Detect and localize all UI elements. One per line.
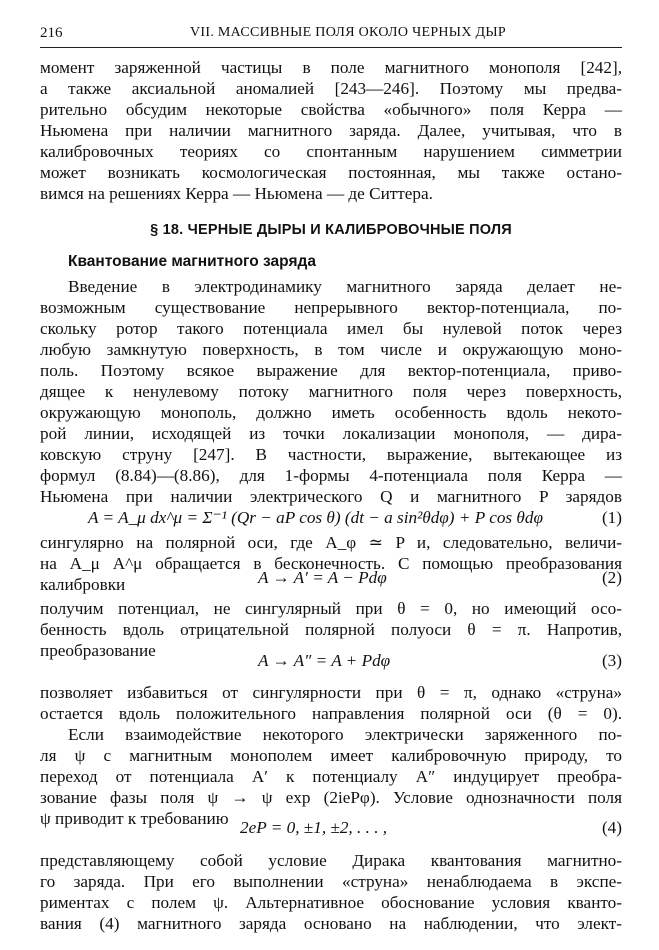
equation-number: (1) <box>601 508 622 527</box>
text-line: ковскую струну [247]. В частности, выражение, вытекающее из <box>40 445 622 464</box>
text-line: Ньюмена при наличии магнитного заряда. Далее, учитывая, что в <box>40 121 622 140</box>
text-line: представляющему собой условие Дирака квантования магнитно- <box>40 851 622 870</box>
paragraph-5 <box>40 724 622 829</box>
equation-text: A → A′ = A − Pdφ <box>258 568 387 587</box>
text-line: формул (8.84)—(8.86), для 1-формы 4-потенциала поля Керра — <box>40 466 622 485</box>
text-line: вания (4) магнитного заряда основано на наблюдении, что элект- <box>40 914 622 933</box>
text-line: позволяет избавиться от сингулярности при θ = π, однако «струна» <box>40 683 622 702</box>
equation-1 <box>40 508 622 532</box>
text-line: Введение в электродинамику магнитного заряда делает не- <box>68 277 622 296</box>
equation-2 <box>40 568 622 592</box>
equation-number: (3) <box>601 651 622 670</box>
text-line: скольку ротор такого потенциала имел бы нулевой поток через <box>40 319 622 338</box>
text-line: а также аксиальной аномалией [243—246]. Поэтому мы предва- <box>40 79 622 98</box>
section-title: § 18. ЧЕРНЫЕ ДЫРЫ И КАЛИБРОВОЧНЫЕ ПОЛЯ <box>150 222 512 238</box>
text-line: момент заряженной частицы в поле магнитного монополя [242], <box>40 58 622 77</box>
text-line: рой линии, исходящей из точки локализации монополя, — дира- <box>40 424 622 443</box>
text-line: зование фазы поля ψ → ψ exp (2iePφ). Условие однозначности поля <box>40 788 622 807</box>
text-line: дящее к ненулевому потоку магнитного поля через поверхность, <box>40 382 622 401</box>
running-head: VII. МАССИВНЫЕ ПОЛЯ ОКОЛО ЧЕРНЫХ ДЫР <box>190 25 506 40</box>
equation-text: 2eP = 0, ±1, ±2, . . . , <box>240 818 388 837</box>
text-line: Ньюмена при наличии электрического Q и магнитного P зарядов <box>40 487 622 506</box>
text-line: рительно обсудим некоторые свойства «обычного» поля Керра — <box>40 100 622 119</box>
text-line: остается вдоль положительного направления полярной оси (θ = 0). <box>40 704 622 723</box>
equation-number: (4) <box>601 818 622 837</box>
text-line: сингулярно на полярной оси, где A_φ ≃ P и, следовательно, величи- <box>40 533 622 552</box>
equation-text: A = A_μ dx^μ = Σ⁻¹ (Qr − aP cos θ) (dt − a sin²θdφ) + P cos θdφ <box>88 508 543 527</box>
text-line: го заряда. При его выполнении «струна» ненаблюдаема в экспе- <box>40 872 622 891</box>
text-line: переход от потенциала A′ к потенциалу A″ индуцирует преобра- <box>40 767 622 786</box>
text-line: вимся на решениях Керра — Ньюмена — де Ситтера. <box>40 184 433 203</box>
text-line: калибровочных теориях со спонтанным нарушением симметрии <box>40 142 622 161</box>
text-line: окружающую монополь, должно иметь особенность вдоль некото- <box>40 403 622 422</box>
intro-paragraph <box>40 57 622 204</box>
equation-text: A → A″ = A + Pdφ <box>258 651 391 670</box>
subsection-title: Квантование магнитного заряда <box>68 253 316 270</box>
text-line: бенность вдоль отрицательной полярной полуоси θ = π. Напротив, <box>40 620 622 639</box>
text-line: возможным существование непрерывного вектор-потенциала, по- <box>40 298 622 317</box>
text-line: Если взаимодействие некоторого электрически заряженного по- <box>68 725 622 744</box>
text-line: на A_μ A^μ обращается в бесконечность. С помощью преобразования <box>40 554 622 573</box>
text-line: поль. Поэтому всякое выражение для вектор-потенциала, приво- <box>40 361 622 380</box>
text-line: ψ приводит к требованию <box>40 809 229 828</box>
text-line: ля ψ с магнитным монополем имеет калибровочную природу, то <box>40 746 622 765</box>
header-rule <box>40 47 622 48</box>
equation-4 <box>40 818 622 842</box>
text-line: калибровки <box>40 575 126 594</box>
equation-3 <box>40 651 622 675</box>
page-number: 216 <box>40 25 63 41</box>
text-line: риментах с полем ψ. Альтернативное обоснование условия кванто- <box>40 893 622 912</box>
text-line: получим потенциал, не сингулярный при θ = 0, но имеющий осо- <box>40 599 622 618</box>
text-line: любую замкнутую поверхность, в том числе и окружающую моно- <box>40 340 622 359</box>
text-line: преобразование <box>40 641 156 660</box>
paragraph-6 <box>40 850 622 934</box>
equation-number: (2) <box>601 568 622 587</box>
paragraph-4 <box>40 682 622 724</box>
text-line: может возникать космологическая постоянная, мы также остано- <box>40 163 622 182</box>
paragraph-1 <box>40 276 622 507</box>
